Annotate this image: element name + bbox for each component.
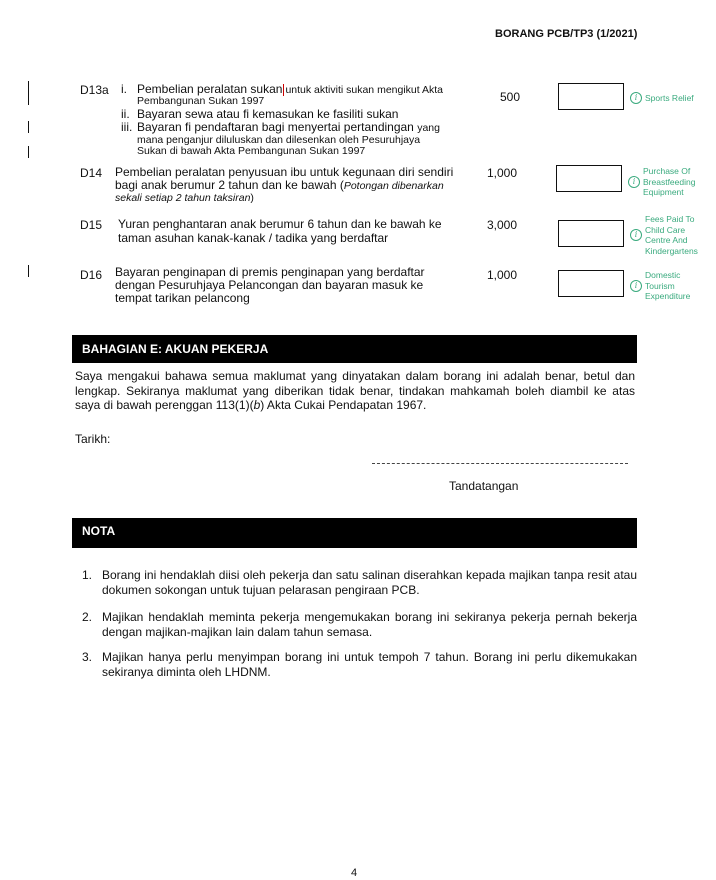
tooltip-label [645,270,690,302]
page-number: 4 [351,867,358,879]
note-text: Borang ini hendaklah diisi oleh pekerja dan satu salinan diserahkan kepada majikan tanpa resit atau dokumen sokongan untuk tujuan pelarasan pengiraan PCB. [102,568,637,597]
subitem-number: iii. [121,120,133,134]
item-code: D14 [80,166,103,180]
date-label: Tarikh: [75,432,111,446]
subitem-text-small: untuk aktiviti sukan mengikut Akta [285,84,444,96]
tooltip-d14[interactable] [628,166,695,198]
item-code: D16 [80,268,103,282]
tooltip-line: Breastfeeding [643,176,696,187]
item-text-line: tempat tarikan pelancong [115,291,250,305]
limit-amount: 1,000 [487,166,518,180]
tooltip-line: Child Care [645,224,686,235]
declaration-part: ) Akta Cukai Pendapatan 1967. [260,398,427,412]
tooltip-label [645,214,698,256]
amount-input-d16[interactable] [558,270,624,297]
item-text-line: Yuran penghantaran anak berumur 6 tahun dan ke bawah ke [118,217,442,231]
info-icon: i [630,92,642,104]
info-icon: i [628,176,640,188]
revision-bar [28,265,29,277]
item-text-line: dengan Pesuruhjaya Pelancongan dan bayaran masuk ke [115,278,424,292]
item-text-part: ) [250,192,254,204]
item-text-line: taman asuhan kanak-kanak / tadika yang berdaftar [118,231,389,245]
tooltip-line: Domestic [645,270,681,280]
item-text-line [115,193,254,204]
subitem-number: i. [121,82,127,96]
tooltip-line: Kindergartens [645,245,698,256]
note-text: Majikan hendaklah meminta pekerja mengemukakan borang ini sekiranya pekerja pernah bekerja dengan majikan-majikan lain dalam tahun semasa. [102,610,637,639]
declaration-text [75,369,635,413]
signature-line[interactable] [372,463,628,464]
tooltip-d15[interactable] [630,214,698,256]
note-item [82,650,637,679]
note-item [82,568,637,597]
note-number: 1. [82,568,93,582]
item-text-italic: sekali setiap 2 tahun taksiran [115,192,251,204]
declaration-italic: b [253,398,261,412]
tooltip-label: Sports Relief [645,92,694,103]
tooltip-line: Purchase Of [643,166,691,176]
subitem-text-cont: Sukan di bawah Akta Pembangunan Sukan 1997 [137,145,366,157]
subitem-text-small: yang [417,122,440,134]
tooltip-line: Tourism [645,280,675,291]
item-text-line: Pembelian peralatan penyusuan ibu untuk kegunaan diri sendiri [115,165,454,179]
tooltip-line: Equipment [643,187,684,197]
limit-amount: 3,000 [487,218,518,232]
signature-label: Tandatangan [449,479,519,493]
subitem-number: ii. [121,107,130,121]
section-e-header: BAHAGIAN E: AKUAN PEKERJA [72,335,637,363]
nota-header: NOTA [72,518,637,548]
info-icon: i [630,280,642,292]
item-text-line [115,179,444,192]
limit-amount: 1,000 [487,268,518,282]
note-item [82,610,637,639]
form-code: BORANG PCB/TP3 (1/2021) [495,28,638,40]
revision-bar [28,121,29,133]
subitem-text-cont: Pembangunan Sukan 1997 [137,95,265,107]
subitem-text [137,121,440,134]
subitem-text-main: Bayaran fi pendaftaran bagi menyertai pertandingan [137,120,414,134]
amount-input-d15[interactable] [558,220,624,247]
tooltip-label [643,166,695,198]
subitem-text: Bayaran sewa atau fi kemasukan ke fasiliti sukan [137,107,399,121]
item-text-part: bagi anak berumur 2 tahun dan ke bawah ( [115,178,344,192]
limit-amount: 500 [500,90,521,104]
item-code: D15 [80,218,103,232]
revision-bar [28,81,29,105]
info-icon: i [630,229,642,241]
revision-bar [28,146,29,158]
subitem-text-cont: mana penganjur diluluskan dan dilesenkan oleh Pesuruhjaya [137,134,421,146]
tooltip-d13a[interactable] [630,92,694,104]
item-code: D13a [80,83,109,97]
tooltip-line: Centre And [645,235,688,245]
tooltip-d16[interactable] [630,270,690,302]
tooltip-line: Expenditure [645,291,691,301]
declaration-part: Saya mengakui bahawa semua maklumat yang dinyatakan dalam borang ini adalah benar, betul dan lengkap. Sekiranya maklumat yang diberikan tidak benar, tindakan mahkamah boleh diambil ke atas saya di bawah perenggan 113(1)( [75,369,635,412]
item-text-italic: Potongan dibenarkan [343,180,444,192]
tooltip-line: Fees Paid To [645,214,695,224]
note-text: Majikan hanya perlu menyimpan borang ini untuk tempoh 7 tahun. Borang ini perlu dikemukakan sekiranya diminta oleh LHDNM. [102,650,637,679]
subitem-text-main: Pembelian peralatan sukan [137,82,283,96]
note-number: 3. [82,650,93,664]
item-text-line: Bayaran penginapan di premis penginapan yang berdaftar [115,265,425,279]
note-number: 2. [82,610,93,624]
amount-input-d13a[interactable] [558,83,624,110]
amount-input-d14[interactable] [556,165,622,192]
